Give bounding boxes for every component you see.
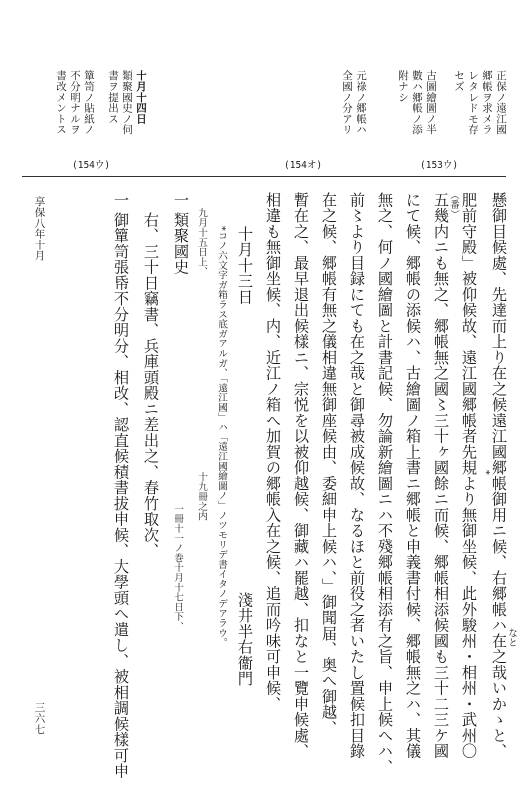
signature-name: 淺井半右衞門 — [236, 592, 254, 687]
ruby-note: * — [480, 470, 491, 475]
date-line: 十月十三日 — [236, 226, 254, 305]
head-note: 郷帳ヲ求メラ — [481, 70, 493, 135]
head-note: レタレドモ存 — [467, 70, 479, 135]
head-note: 書改メントス — [55, 70, 67, 135]
ruby-note: なと — [506, 628, 517, 648]
head-note: セズ — [453, 70, 465, 92]
head-note: 十月十四日 — [135, 70, 147, 124]
text-line: にて候、郷帳の添候ハ、古繪圖ノ箱上書ニ郷帳と申義書付候、郷帳無之ハ、其儀 — [404, 192, 422, 759]
head-note: 書ヲ提出ス — [107, 70, 119, 124]
text-line: 類聚國史 — [172, 212, 190, 275]
text-line: 御簞笥張帋不分明分、相改、認直候積書拔申候、大學頭へ遣し、被相調候樣可申 — [112, 212, 130, 779]
text-line: 前〻より目録にても在之哉と御尋被成候故、なるほと前役之者いたし置候扣目錄 — [348, 192, 366, 759]
page-mark: (154ウ) — [72, 160, 111, 171]
text-line: 九月十五日上、 — [196, 208, 207, 277]
head-note: 正保ノ遠江國 — [495, 70, 507, 135]
text-line: 相違も無御坐候、内、近江ノ箱へ加賀の郷帳入在之候、追而吟味可申候、 — [264, 192, 282, 712]
text-line: 一冊十一ノ巻十月十七日下、 — [172, 504, 183, 632]
text-line: 暫在之、最早退出候樣ニ、宗悦を以被仰越候、御藏ハ罷越、扣なと一覽申候處、 — [292, 192, 310, 759]
head-note: 簞笥ノ貼紙ノ — [83, 70, 95, 135]
running-head: 享保八年十月 — [33, 196, 46, 261]
text-line: 肥前守殿」被仰候故、遠江國郷帳者先規より無御坐候、此外駿州・相州・武州〇 — [460, 192, 478, 759]
text-line: 懸御目候處、先達而上り在之候遠江國郷帳御用ニ候、右郷帳ハ在之哉いかゝと、 — [490, 192, 508, 759]
item-marker: 一 — [172, 192, 190, 208]
page-mark: (153ウ) — [420, 160, 459, 171]
text-line: 五幾内ニも無之、郷帳無之國〻三十ヶ國餘ニ而候、郷帳相添候國も三十二三ケ國 — [432, 192, 450, 759]
divider — [22, 176, 506, 177]
head-note: 全國ノ分アリ — [341, 70, 353, 135]
page-number: 三六七 — [33, 702, 46, 735]
head-note: 附ナシ — [397, 70, 409, 103]
head-note: 數ハ郷帳ノ添 — [411, 70, 423, 135]
text-line: 在之候、郷帳有無之儀相違無御座候由、委細申上候ハ、」御聞届、奥へ御越、 — [320, 192, 338, 736]
page-mark: (154オ) — [284, 160, 323, 171]
ruby-note: （番） — [448, 190, 459, 220]
head-note: 不分明ナルヲ — [69, 70, 81, 135]
head-note: 類聚國史ノ伺 — [121, 70, 133, 135]
head-note: 元祿ノ郷帳ハ — [355, 70, 367, 135]
head-note: 古圖繪圖ノ半 — [425, 70, 437, 135]
text-line: 十九冊之内 — [196, 472, 207, 521]
item-marker: 一 — [112, 192, 130, 208]
editor-note: *コノ六文字ガ箱ラス底ガアルガ、「遠江國」ハ「遠江國繪圖ノ」ノツモリデ書イタノデアラウ。 — [216, 226, 227, 648]
text-line: 無之、何ノ國繪圖と計書記候、勿論新繪圖ニハ不殘郷帳相添有之旨、申上候へハ、 — [376, 192, 394, 775]
text-line: 右、三十日竊書、兵庫頭殿ニ差出之、春竹取次、 — [142, 212, 160, 559]
